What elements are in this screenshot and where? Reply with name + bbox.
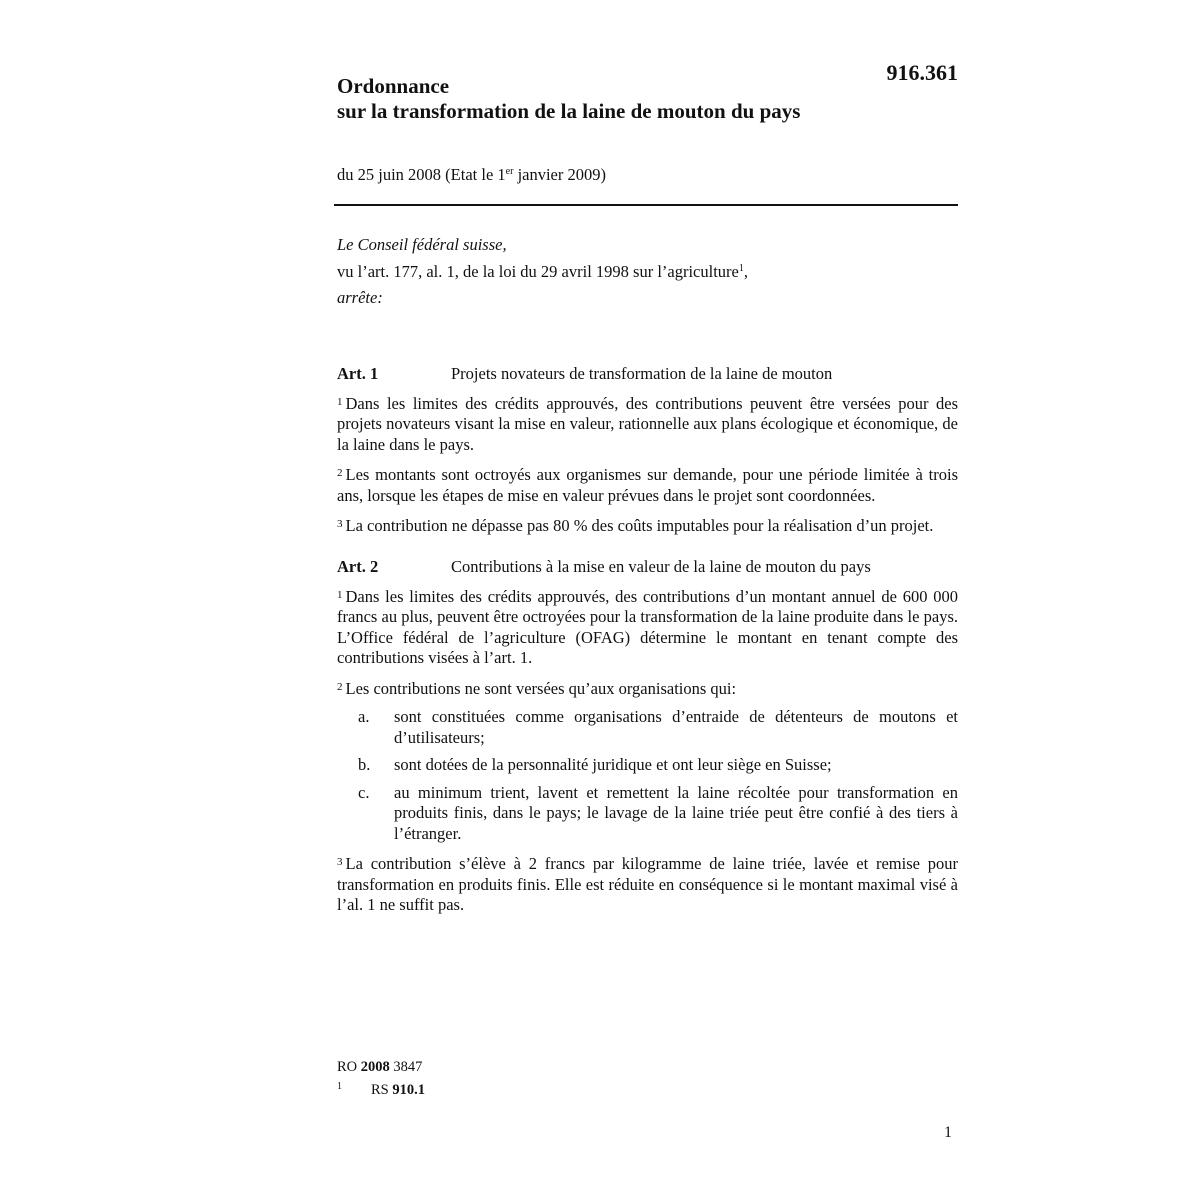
list-item-label: c. — [358, 782, 370, 802]
article-2-paragraph-1 — [337, 585, 958, 669]
paragraph-number: 2 — [337, 467, 343, 479]
article-1-paragraph-1 — [337, 392, 958, 456]
ro-page: 3847 — [393, 1059, 423, 1075]
list-item-text: sont dotées de la personnalité juridique et ont leur siège en Suisse; — [394, 755, 832, 774]
paragraph-text: Les contributions ne sont versées qu’aux organisations qui: — [345, 678, 737, 698]
preamble-decision: arrête: — [337, 288, 383, 307]
preamble-authority: Le Conseil fédéral suisse, — [337, 235, 507, 254]
article-2-heading — [337, 557, 958, 577]
paragraph-number: 3 — [337, 856, 343, 868]
header-divider — [334, 204, 958, 206]
preamble — [337, 232, 958, 312]
ro-year: 2008 — [360, 1059, 390, 1075]
paragraph-text: Les montants sont octroyés aux organismes sur demande, pour une période limitée à trois ans, lorsque les étapes de mise en valeur prévues dans le projet sont coordonnées. — [337, 465, 958, 505]
list-item-label: a. — [358, 707, 370, 726]
paragraph-number: 1 — [337, 395, 343, 408]
list-item — [337, 707, 958, 748]
list-item — [337, 755, 958, 776]
ro-prefix: RO — [337, 1059, 358, 1075]
preamble-basis — [337, 259, 958, 286]
article-2-title: Contributions à la mise en valeur de la laine de mouton du pays — [451, 556, 871, 576]
date-suffix: janvier 2009) — [513, 165, 606, 184]
article-2-number: Art. 2 — [337, 556, 379, 576]
article-1-title: Projets novateurs de transformation de la laine de mouton — [451, 363, 833, 383]
footnotes — [337, 1057, 425, 1100]
article-1-paragraph-3 — [337, 514, 958, 537]
article-2-paragraph-2 — [337, 677, 958, 700]
article-1-number: Art. 1 — [337, 363, 379, 383]
document-page — [337, 58, 958, 916]
footnote-number: 1 — [337, 1081, 342, 1092]
footnote-prefix: RS — [371, 1082, 389, 1098]
date-line — [337, 165, 958, 185]
paragraph-text: Dans les limites des crédits approuvés, des contributions d’un montant annuel de 600 000 francs au plus, peuvent être octroyées pour la transformation de la laine produite dans le pays. L’Office fédéral de l’agriculture (OFAG) détermine le montant en tenant compte des contributions visées à l’art. 1. — [337, 586, 958, 667]
article-2-conditions-list — [337, 707, 958, 844]
title-line-2: sur la transformation de la laine de mouton du pays — [337, 99, 801, 123]
article-1-paragraph-2 — [337, 463, 958, 506]
sr-number: 916.361 — [886, 60, 958, 85]
paragraph-text: La contribution ne dépasse pas 80 % des coûts imputables pour la réalisation d’un projet. — [345, 516, 934, 535]
footnote-1 — [337, 1077, 425, 1100]
paragraph-text: Dans les limites des crédits approuvés, des contributions peuvent être versées pour des projets novateurs visant la mise en valeur, rationnelle aux plans écologique et économique, de la laine dans le pays. — [337, 393, 958, 454]
document-title — [337, 74, 958, 124]
list-item-text: sont constituées comme organisations d’entraide de détenteurs de moutons et d’utilisateurs; — [394, 707, 958, 747]
preamble-basis-end: , — [743, 261, 748, 281]
date-prefix: du 25 juin 2008 (Etat le 1 — [337, 165, 506, 184]
paragraph-number: 3 — [337, 518, 343, 530]
page-number: 1 — [944, 1124, 952, 1141]
footnote-reference[interactable]: 910.1 — [392, 1082, 425, 1098]
list-item-text: au minimum trient, lavent et remettent la laine récoltée pour transformation en produits finis, dans le pays; le lavage de la laine triée peut être confié à des tiers à l’étranger. — [394, 782, 958, 843]
date-superscript: er — [505, 166, 514, 177]
preamble-basis-text: vu l’art. 177, al. 1, de la loi du 29 avril 1998 sur l’agriculture — [337, 261, 739, 281]
paragraph-number: 2 — [337, 680, 343, 693]
paragraph-number: 1 — [337, 588, 343, 601]
paragraph-text: La contribution s’élève à 2 francs par kilogramme de laine triée, lavée et remise pour transformation en produits finis. Elle est réduite en conséquence si le montant maximal visé à l’al. 1 ne suffit pas. — [337, 854, 958, 914]
article-1-heading — [337, 364, 958, 384]
list-item — [337, 783, 958, 845]
article-2-paragraph-3 — [337, 852, 958, 916]
title-line-1: Ordonnance — [337, 74, 450, 98]
footnote-ref[interactable]: 1 — [738, 262, 744, 274]
list-item-label: b. — [358, 755, 371, 774]
ro-reference — [337, 1057, 425, 1077]
